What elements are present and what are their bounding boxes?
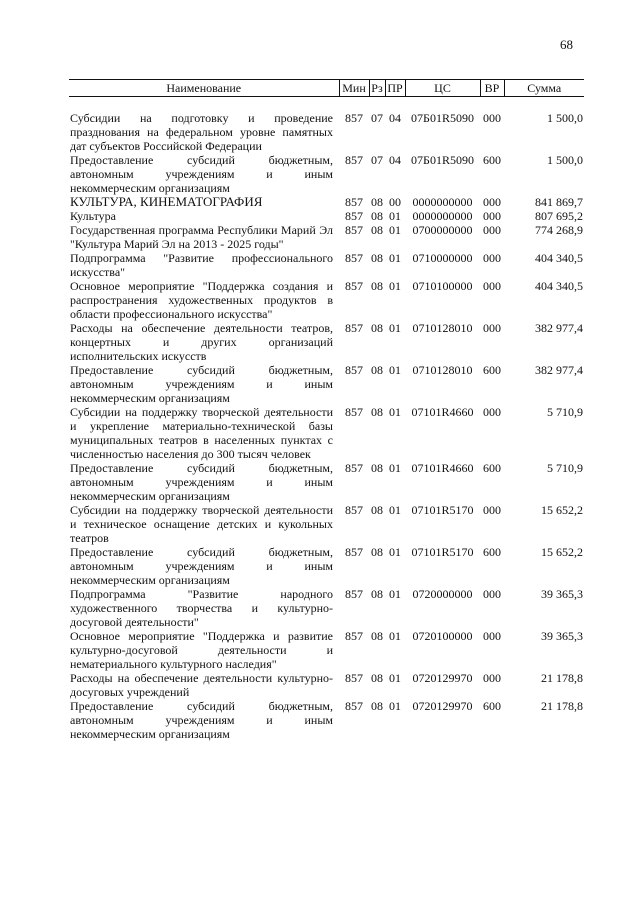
header-pr: ПР — [385, 80, 405, 97]
cell-vr: 600 — [483, 699, 501, 713]
cell-min: 857 — [345, 223, 363, 237]
table-body — [69, 97, 584, 742]
cell-vr: 000 — [483, 321, 501, 335]
cell-name: Субсидии на подготовку и проведение празднования на федеральном уровне памятных дат субъектов Российской Федерации — [70, 111, 333, 153]
cell-name: Предоставление субсидий бюджетным, автономным учреждениям и иным некоммерческим организациям — [70, 461, 333, 503]
cell-name: Предоставление субсидий бюджетным, автономным учреждениям и иным некоммерческим организациям — [70, 545, 333, 587]
cell-vr: 600 — [483, 153, 501, 167]
cell-sum: 5 710,9 — [547, 405, 583, 419]
cell-name: Государственная программа Республики Марий Эл "Культура Марий Эл на 2013 - 2025 годы" — [70, 223, 333, 251]
table-row — [69, 503, 584, 545]
table-row — [69, 363, 584, 405]
cell-pr: 01 — [389, 209, 401, 223]
cell-sum: 5 710,9 — [547, 461, 583, 475]
cell-vr: 600 — [483, 461, 501, 475]
cell-sum: 774 268,9 — [535, 223, 583, 237]
cell-sum: 404 340,5 — [535, 279, 583, 293]
cell-sum: 15 652,2 — [541, 503, 583, 517]
cell-min: 857 — [345, 629, 363, 643]
table-row — [69, 279, 584, 321]
cell-vr: 000 — [483, 671, 501, 685]
cell-name: Предоставление субсидий бюджетным, автономным учреждениям и иным некоммерческим организациям — [70, 363, 333, 405]
cell-pr: 01 — [389, 223, 401, 237]
table-row — [69, 545, 584, 587]
cell-name: Субсидии на поддержку творческой деятельности и укрепление материально-технической базы муниципальных театров в населенных пунктах с численностью населения до 300 тысяч человек — [70, 405, 333, 461]
cell-sum: 21 178,8 — [541, 699, 583, 713]
cell-rz: 08 — [371, 699, 383, 713]
table-row — [69, 251, 584, 279]
cell-sum: 21 178,8 — [541, 671, 583, 685]
cell-min: 857 — [345, 671, 363, 685]
cell-sum: 1 500,0 — [547, 111, 583, 125]
table-row — [69, 461, 584, 503]
cell-rz: 08 — [371, 405, 383, 419]
cell-sum: 382 977,4 — [535, 321, 583, 335]
cell-rz: 08 — [371, 363, 383, 377]
table-row — [69, 405, 584, 461]
cell-name: Расходы на обеспечение деятельности культурно-досуговых учреждений — [70, 671, 333, 699]
cell-rz: 08 — [371, 503, 383, 517]
cell-cs: 0000000000 — [412, 209, 473, 223]
cell-name: Субсидии на поддержку творческой деятельности и техническое оснащение детских и кукольных театров — [70, 503, 333, 545]
cell-vr: 000 — [483, 251, 501, 265]
cell-sum: 382 977,4 — [535, 363, 583, 377]
cell-vr: 000 — [483, 223, 501, 237]
cell-name: Основное мероприятие "Поддержка и развитие культурно-досуговой деятельности и нематериального культурного наследия" — [70, 629, 333, 671]
cell-min: 857 — [345, 111, 363, 125]
cell-cs: 07101R5170 — [411, 545, 474, 559]
cell-name: Подпрограмма "Развитие профессионального искусства" — [70, 251, 333, 279]
table-row — [69, 209, 584, 223]
cell-vr: 600 — [483, 363, 501, 377]
cell-sum: 39 365,3 — [541, 587, 583, 601]
cell-min: 857 — [345, 545, 363, 559]
cell-min: 857 — [345, 321, 363, 335]
cell-rz: 08 — [371, 321, 383, 335]
cell-name: Культура — [70, 209, 116, 223]
cell-vr: 000 — [483, 405, 501, 419]
cell-rz: 08 — [371, 587, 383, 601]
cell-min: 857 — [345, 279, 363, 293]
header-rz: Рз — [369, 80, 385, 97]
cell-pr: 01 — [389, 545, 401, 559]
cell-cs: 07101R5170 — [411, 503, 474, 517]
cell-cs: 0000000000 — [412, 195, 473, 209]
cell-pr: 01 — [389, 699, 401, 713]
cell-cs: 0720129970 — [412, 671, 473, 685]
cell-pr: 01 — [389, 405, 401, 419]
table-row — [69, 321, 584, 363]
cell-name: Подпрограмма "Развитие народного художественного творчества и культурно-досуговой деятельности" — [70, 587, 333, 629]
cell-rz: 08 — [371, 251, 383, 265]
table-row — [69, 671, 584, 699]
cell-cs: 0720129970 — [412, 699, 473, 713]
cell-name: КУЛЬТУРА, КИНЕМАТОГРАФИЯ — [70, 194, 263, 209]
cell-min: 857 — [345, 195, 363, 209]
page-number: 68 — [560, 37, 573, 52]
cell-vr: 000 — [483, 111, 501, 125]
cell-pr: 01 — [389, 279, 401, 293]
cell-cs: 07Б01R5090 — [411, 153, 474, 167]
cell-min: 857 — [345, 251, 363, 265]
cell-rz: 08 — [371, 629, 383, 643]
cell-min: 857 — [345, 699, 363, 713]
cell-cs: 07101R4660 — [411, 461, 474, 475]
cell-min: 857 — [345, 209, 363, 223]
cell-vr: 000 — [483, 195, 501, 209]
cell-pr: 01 — [389, 629, 401, 643]
cell-pr: 04 — [389, 153, 401, 167]
cell-rz: 08 — [371, 209, 383, 223]
budget-table — [69, 79, 584, 741]
cell-vr: 000 — [483, 279, 501, 293]
cell-sum: 15 652,2 — [541, 545, 583, 559]
cell-min: 857 — [345, 503, 363, 517]
cell-sum: 404 340,5 — [535, 251, 583, 265]
cell-sum: 807 695,2 — [535, 209, 583, 223]
cell-pr: 01 — [389, 503, 401, 517]
cell-vr: 000 — [483, 503, 501, 517]
cell-cs: 0710000000 — [412, 251, 473, 265]
table-row — [69, 97, 584, 154]
table-row — [69, 699, 584, 741]
table-header — [69, 80, 584, 97]
cell-cs: 0710128010 — [412, 321, 473, 335]
cell-rz: 07 — [371, 153, 383, 167]
cell-name: Предоставление субсидий бюджетным, автономным учреждениям и иным некоммерческим организациям — [70, 153, 333, 195]
cell-min: 857 — [345, 153, 363, 167]
header-cs: ЦС — [405, 80, 480, 97]
cell-pr: 01 — [389, 321, 401, 335]
cell-name: Основное мероприятие "Поддержка создания и распространения художественных продуктов в области профессионального искусства" — [70, 279, 333, 321]
cell-rz: 08 — [371, 461, 383, 475]
cell-cs: 0720000000 — [412, 587, 473, 601]
header-min: Мин — [339, 80, 369, 97]
table-row — [69, 223, 584, 251]
cell-rz: 08 — [371, 279, 383, 293]
table-row — [69, 195, 584, 209]
cell-cs: 0710100000 — [412, 279, 473, 293]
header-vr: ВР — [480, 80, 504, 97]
cell-pr: 01 — [389, 461, 401, 475]
cell-cs: 0720100000 — [412, 629, 473, 643]
cell-pr: 01 — [389, 587, 401, 601]
cell-rz: 08 — [371, 671, 383, 685]
cell-pr: 04 — [389, 111, 401, 125]
cell-cs: 07Б01R5090 — [411, 111, 474, 125]
cell-pr: 01 — [389, 671, 401, 685]
header-sum: Сумма — [504, 80, 584, 97]
table-row — [69, 153, 584, 195]
cell-cs: 0700000000 — [412, 223, 473, 237]
cell-rz: 08 — [371, 545, 383, 559]
table-row — [69, 587, 584, 629]
cell-pr: 01 — [389, 363, 401, 377]
cell-min: 857 — [345, 363, 363, 377]
cell-vr: 000 — [483, 629, 501, 643]
cell-vr: 600 — [483, 545, 501, 559]
cell-sum: 39 365,3 — [541, 629, 583, 643]
cell-rz: 08 — [371, 195, 383, 209]
cell-sum: 841 869,7 — [535, 195, 583, 209]
header-name: Наименование — [69, 80, 339, 97]
cell-name: Расходы на обеспечение деятельности театров, концертных и других организаций исполнительских искусств — [70, 321, 333, 363]
cell-vr: 000 — [483, 209, 501, 223]
table-row — [69, 629, 584, 671]
cell-min: 857 — [345, 587, 363, 601]
cell-pr: 01 — [389, 251, 401, 265]
cell-name: Предоставление субсидий бюджетным, автономным учреждениям и иным некоммерческим организациям — [70, 699, 333, 741]
cell-vr: 000 — [483, 587, 501, 601]
cell-cs: 07101R4660 — [411, 405, 474, 419]
cell-rz: 08 — [371, 223, 383, 237]
cell-min: 857 — [345, 461, 363, 475]
cell-pr: 00 — [389, 195, 401, 209]
cell-rz: 07 — [371, 111, 383, 125]
cell-sum: 1 500,0 — [547, 153, 583, 167]
cell-min: 857 — [345, 405, 363, 419]
cell-cs: 0710128010 — [412, 363, 473, 377]
